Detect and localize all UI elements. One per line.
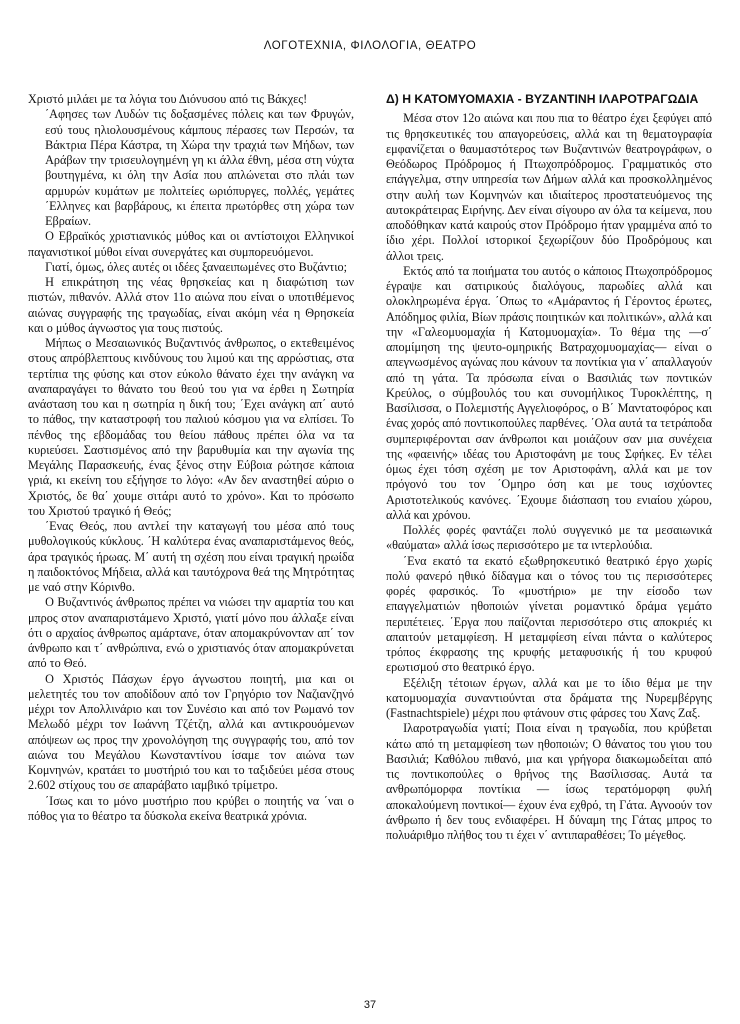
bacchae-quote: ΄Αφησες των Λυδών τις δοξασμένες πόλεις και των Φρυγών, εσύ τους ηλιολουσμένους κάμπους πέρασες των Περσών, τα Βάκτρια Πέρα Κάστρα, τη Χώρα την τραχιά των Μήδων, των Αράβων την τρισευλογημένη γη κι άλλα έθνη, μέσα στη νύχτα βουτηγμένα, κι όλη την Ασία που απλώνεται στο πλάι των αρμυρών κυμάτων με πολιτείες ωριόπυργες, πολλές, γεμάτες ΄Ελληνες και βαρβάρους, κι έπειτα πρωτόρθες στη χώρα των Εβραίων.: [45, 107, 354, 228]
left-column: [28, 92, 354, 824]
body-paragraph: Πολλές φορές φαντάζει πολύ συγγενικό με τα μεσαιωνικά «θαύματα» αλλά ίσως περισσότερο με τα ιντερλούδια.: [386, 523, 712, 553]
body-paragraph: ΄Ενας Θεός, που αντλεί την καταγωγή του μέσα από τους μυθολογικούς κύκλους. ΄Η καλύτερα ένας αναπαριστάμενος θεός, άρα τραγικός ήρωας. Μ΄ αυτή τη σχέση που είναι τραγική ηρωίδα η παιδοκτόνος Μήδεια, αλλά και ταυτόχρονα θεά της Μητρότητας με ναό στην Κόρινθο.: [28, 519, 354, 594]
body-paragraph: Εκτός από τα ποιήματα του αυτός ο κάποιος Πτωχοπρόδρομος έγραψε και σατιρικούς διαλόγους, παρωδίες αλλά και ολοκληρωμένα έργα. ΄Οπως το «Αμάραντος ή Γέροντος έρωτες, Απόδημος φιλία, Βίων πράσις ποιητικών και πολιτικών», αλλά και την «Γαλεομυομαχία ή Κατομυομαχία». Το θέμα της —σ΄ απομίμηση της ψευτο-ομηρικής Βατραχομυομαχίας— είναι ο απεγνωσμένος αγώνας που κάνουν τα ποντίκια για ν΄ απαλλαγούν από τη γάτα. Τα πρόσωπα είναι ο Βασιλιάς των ποντικών Κρεύλος, ο σύμβουλός του και συνομήλικος Τυροκλέπτης, η Βασίλισσα, ο Πολεμιστής Αγγελιοφόρος, ο Β΄ Μαντατοφόρος και ένας χορός από ποντικοπούλες παρθένες. ΄Ολα αυτά τα τετράποδα συμπεριφέρονται σαν άνθρωποι και μοιάζουν σαν μια συνέχεια της «φαεινής» ιδέας του Αριστοφάνη με τους Σφήκες. Εν τέλει όμως έχει τόση σχέση με τον Αριστοφάνη, αλλά και με τον πρόγονό του τον ΄Ομηρο όση και με τους ισχύοντες Αριστοτελικούς κανόνες. ΄Εχουμε διάσπαση του ενιαίου χώρου, αλλά και χρόνου.: [386, 263, 712, 522]
body-paragraph: Ο Εβραϊκός χριστιανικός μύθος και οι αντίστοιχοι Ελληνικοί παγανιστικοί μύθοι είναι συνεργάτες και συμπορευόμενοι.: [28, 229, 354, 259]
body-paragraph: Ο Βυζαντινός άνθρωπος πρέπει να νιώσει την αμαρτία του και μπρος στον αναπαριστάμενο Χριστό, γιατί μόνο που άλλαξε είναι ότι ο αρχαίος άνθρωπος αμάρτανε, όταν απομακρύνονταν απ΄ τον άνθρωπο και τ΄ ανθρώπινα, ενώ ο χριστιανός όταν απομακρύνεται από το Θεό.: [28, 595, 354, 671]
body-paragraph: Εξέλιξη τέτοιων έργων, αλλά και με το ίδιο θέμα με την κατομυομαχία συναντιούνται στα δράματα της Νυρεμβέργης (Fastnachtspiele) μέχρι που φτάνουν στις φάρσες του Χανς Ζαξ.: [386, 675, 712, 720]
running-header: ΛΟΓΟΤΕΧΝΙΑ, ΦΙΛΟΛΟΓΙΑ, ΘΕΑΤΡΟ: [263, 40, 477, 52]
section-heading: Δ) Η ΚΑΤΟΜΥΟΜΑΧΙΑ - ΒΥΖΑΝΤΙΝΗ ΙΛΑΡΟΤΡΑΓΩΔΙΑ: [386, 92, 699, 106]
body-paragraph: Η επικράτηση της νέας θρησκείας και η διαφώτιση των πιστών, πιθανόν. Αλλά στον 11ο αιώνα που είναι ο υποτιθέμενος αιώνας συγγραφής της τραγωδίας, είναι ακόμη νέα η Θρησκεία και ο μύθος άγνωστος για τους πιστούς.: [28, 275, 354, 335]
body-paragraph: Ιλαροτραγωδία γιατί; Ποια είναι η τραγωδία, που κρύβεται κάτω από τη μεταμφίεση των ηθοποιών; Ο θάνατος του γιου του Βασιλιά; Καθόλου πιθανό, μια και γρήγορα διακωμωδείται από τις ποντικοπούλες ο θρήνος της Βασίλισσας. Αυτά τα ανθρωπόμορφα ποντίκια — ίσως τερατόμορφη φυλή αποκαλούμενη ποντικοί— έχουν ένα εχθρό, τη Γάτα. Αγνοούν τον άνθρωπο ή δεν τους ενδιαφέρει. Η δύναμη της Γάτας μπρος το πολυάριθμο πλήθος του τι έχει ν΄ αντιπαραθέσει; Το μέγεθος.: [386, 721, 712, 842]
body-paragraph: ΄Ενα εκατό τα εκατό εξωθρησκευτικό θεατρικό έργο χωρίς πολύ φανερό ηθικό δίδαγμα και ο τόνος του τις περισσότερες φορές φαρσικός. Το «μυστήριο» με την είσοδο των επαγγελματιών ηθοποιών γίνεται ρομαντικό δράμα γεμάτο περιπέτειες. ΄Εργα που παίζονται περισσότερο στις αποκριές κι απαιτούν μεταμφίεση. Η μεταμφίεση είναι πάντα ο καλύτερος τρόπος έκφρασης της κρυφής μεταφυσικής ή του κρυφού ερωτισμού στο θεατρικό έργο.: [386, 553, 712, 675]
body-paragraph: ΄Ισως και το μόνο μυστήριο που κρύβει ο ποιητής να ΄ναι ο πόθος για το θέατρο τα δύσκολα εκείνα θεατρικά χρόνια.: [28, 793, 354, 823]
body-paragraph: Χριστό μιλάει με τα λόγια του Διόνυσου από τις Βάκχες!: [28, 92, 308, 106]
body-paragraph: Γιατί, όμως, όλες αυτές οι ιδέες ξαναειπωμένες στο Βυζάντιο;: [45, 259, 347, 274]
right-column: [386, 92, 712, 843]
page-number: 37: [363, 999, 377, 1011]
body-paragraph: Μήπως ο Μεσαιωνικός Βυζαντινός άνθρωπος, ο εκτεθειμένος στους απρόβλεπτους κινδύνους του λιμού και της αρρώστιας, στα τερτίπια της φύσης και στον εύκολο θάνατο έχει την ανάγκη να αναπαραγάγει το θάνατο του θεού του για να έρθει η Σωτηρία ανάσταση του και η σωτηρία η δική του; ΄Εχει ανάγκη απ΄ αυτό το πάθος, την καταστροφή του παλιού κόσμου για να ελπίσει. Το πένθος της εβδομάδας του θείου πάθους πρέπει όλα να τα κυριεύσει. Σαστισμένος από την βαρυθυμία και την αγωνία της Μεγάλης Παρασκευής, ένας ξένος στην Εύβοια ρώτησε κάποια γριά, κι εκείνη του εξήγησε το λόγο: «Αν δεν αναστηθεί αύριο ο Χριστός, δε θα΄ χουμε σιτάρι αυτό το χρόνο». Και το πρόσωπο του Χριστού τραγικό ή Θεός;: [28, 336, 354, 518]
body-paragraph: Μέσα στον 12ο αιώνα και που πια το θέατρο έχει ξεφύγει από τις θρησκευτικές του απαγορεύσεις, αλλά και τη θεματογραφία εμφανίζεται ο θαυμαστότερος των Βυζαντινών θεατρογράφων, ο Θεόδωρος Πρόδρομος ή Πτωχοπρόδρομος. Γραμματικός στο επάγγελμα, στην υπηρεσία των Δήμων αλλά και προσκολλημένος στην αυλή των Κομνηνών και ιδιαίτερος προστατευόμενος της αυτοκράτειρας Ειρήνης. Δεν είναι σίγουρο αν όλα τα κείμενα, που αποδόθηκαν κατά καιρούς στον Πρόδρομο ήταν γραμμένα από το ίδιο χέρι. Πολλοί ιστορικοί ξεχωρίζουν δύο Προδρόμους και άλλοι τρεις.: [386, 111, 712, 263]
body-paragraph: Ο Χριστός Πάσχων έργο άγνωστου ποιητή, μια και οι μελετητές του τον αποδίδουν από τον Γρηγόριο τον Ναζιανζηνό μέχρι τον Απολλινάριο και τον Συνέσιο και από τον Ρωμανό τον Μελωδό μέχρι τον Ιωάννη Τζέτζη, αλλά και αντικρουόμενων απόψεων ως προς την χρονολόγηση της συγγραφής του, από τον αιώνα του Μεγάλου Κωνσταντίνου ίσαμε τον αιώνα των Κομνηνών, κρατάει το μυστήριό του και το ταξιδεύει μέσα στους 2.602 στίχους του σε απαράβατο ιαμβικό τρίμετρο.: [28, 671, 354, 793]
